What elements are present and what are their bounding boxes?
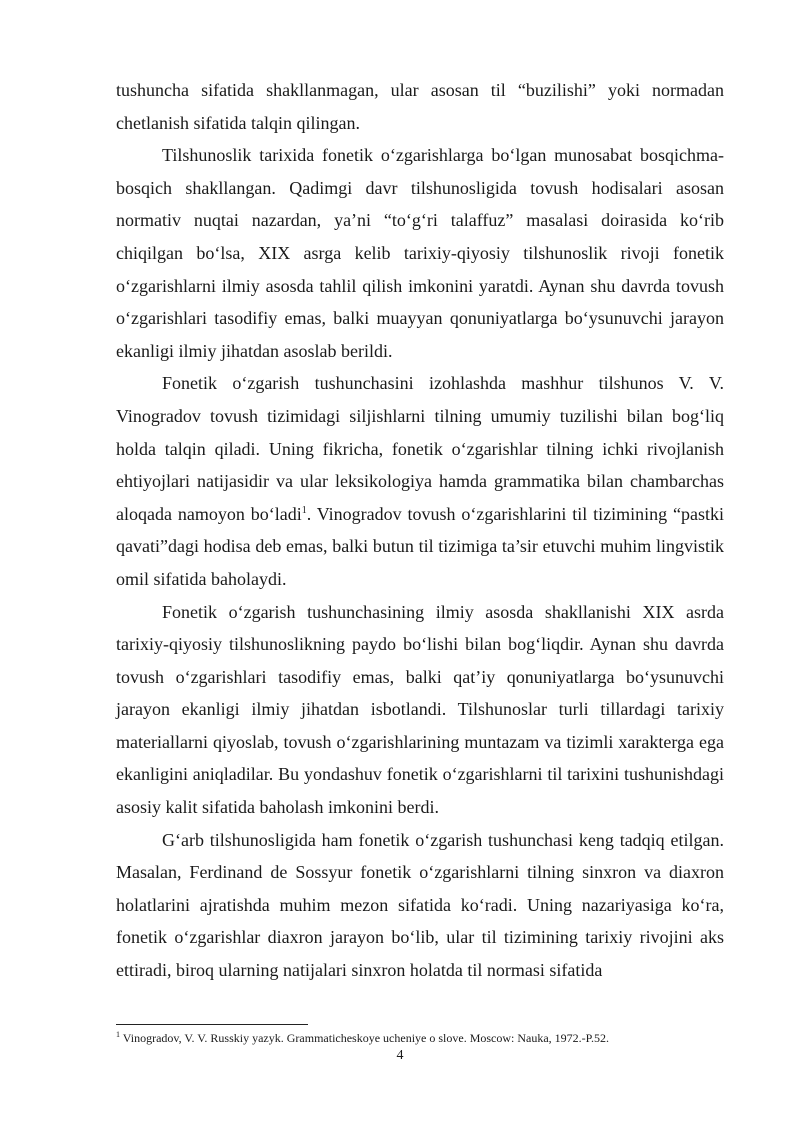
paragraph-comparative-linguistics: Fonetik o‘zgarish tushunchasining ilmiy asosda shakllanishi XIX asrda tarixiy-qiyosiy tilshunoslikning paydo bo‘lishi bilan bog‘liqdir. Aynan shu davrda tovush o‘zgarishlari tasodifiy emas, balki qat’iy qonuniyatlarga bo‘ysunuvchi jarayon ekanligi ilmiy jihatdan isbotlandi. Tilshunoslar turli tillardagi tarixiy materiallarni qiyoslab, tovush o‘zgarishlarining muntazam va tizimli xarakterga ega ekanligini aniqladilar. Bu yondashuv fonetik o‘zgarishlarni til tarixini tushunishdagi asosiy kalit sifatida baholash imkonini berdi.	[116, 601, 724, 818]
footnote-text: Vinogradov, V. V. Russkiy yazyk. Grammaticheskoye ucheniye o slove. Moscow: Nauka, 1972.-P.52.	[122, 1031, 610, 1045]
footnote-number: 1	[116, 1030, 120, 1039]
footnote-separator	[116, 1024, 308, 1025]
paragraph-western-linguistics: G‘arb tilshunosligida ham fonetik o‘zgarish tushunchasi keng tadqiq etilgan. Masalan, Ferdinand de Sossyur fonetik o‘zgarishlarni tilning sinxron va diaxron holatlarini ajratishda muhim mezon sifatida ko‘radi. Uning nazariyasiga ko‘ra, fonetik o‘zgarishlar diaxron jarayon bo‘lib, ular til tizimining tarixiy rivojini aks ettiradi, biroq ularning natijalari sinxron holatda til normasi sifatida	[116, 829, 724, 981]
paragraph-continuation: tushuncha sifatida shakllanmagan, ular asosan til “buzilishi” yoki normadan chetlanish sifatida talqin qilingan.	[116, 80, 724, 133]
footnote	[116, 1031, 724, 1046]
paragraph-vinogradov	[116, 367, 724, 595]
document-page	[116, 74, 724, 987]
page-number: 4	[396, 1048, 404, 1063]
paragraph-text-after-footnote: . Vinogradov tovush o‘zgarishlarini til tizimining “pastki qavati”dagi hodisa deb emas, balki butun til tizimiga ta’sir etuvchi muhim lingvistik omil sifatida baholaydi.	[116, 503, 724, 589]
paragraph-history: Tilshunoslik tarixida fonetik o‘zgarishlarga bo‘lgan munosabat bosqichma-bosqich shakllangan. Qadimgi davr tilshunosligida tovush hodisalari asosan normativ nuqtai nazardan, ya’ni “to‘g‘ri talaffuz” masalasi doirasida ko‘rib chiqilgan bo‘lsa, XIX asrga kelib tarixiy-qiyosiy tilshunoslik rivoji fonetik o‘zgarishlarni ilmiy asosda tahlil qilish imkonini yaratdi. Aynan shu davrda tovush o‘zgarishlari tasodifiy emas, balki muayyan qonuniyatlarga bo‘ysunuvchi jarayon ekanligi ilmiy jihatdan asoslab berildi.	[116, 145, 724, 361]
footnote-reference[interactable]: 1	[301, 504, 307, 516]
paragraph-text-before-footnote: Fonetik o‘zgarish tushunchasini izohlashda mashhur tilshunos V. V. Vinogradov tovush tizimidagi siljishlarni tilning umumiy tuzilishi bilan bog‘liq holda talqin qiladi. Uning fikricha, fonetik o‘zgarishlar tilning ichki rivojlanish ehtiyojlari natijasidir va ular leksikologiya hamda grammatika bilan chambarchas aloqada namoyon bo‘ladi	[116, 373, 724, 524]
